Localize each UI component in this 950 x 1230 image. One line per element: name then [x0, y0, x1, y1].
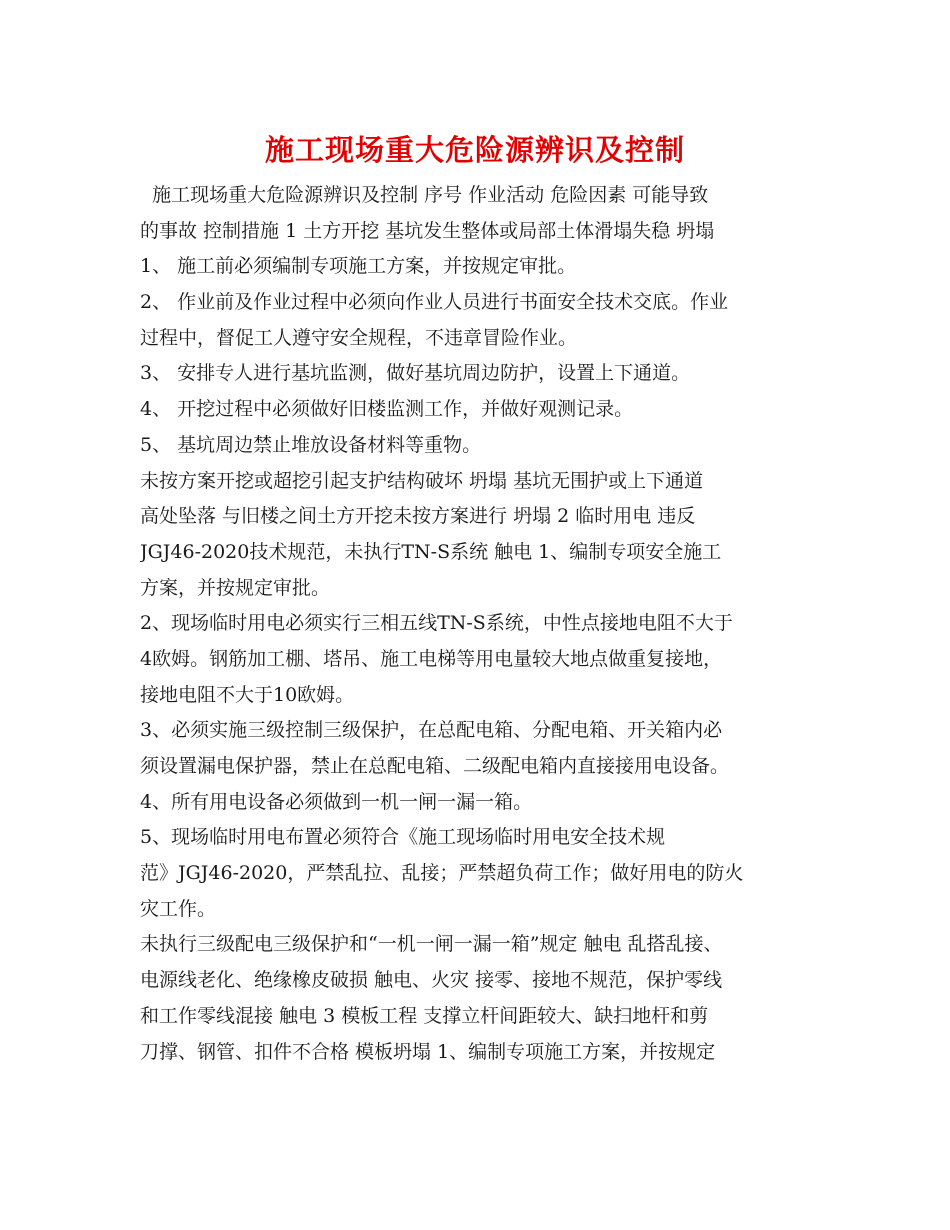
text-line: 未执行三级配电三级保护和“一机一闸一漏一箱”规定 触电 乱搭乱接、: [140, 933, 723, 956]
text-line: 电源线老化、绝缘橡皮破损 触电、火灾 接零、接地不规范，保护零线: [140, 969, 723, 992]
text-line: 方案，并按规定审批。: [140, 576, 331, 599]
text-line: 2、 作业前及作业过程中必须向作业人员进行书面安全技术交底。作业: [140, 291, 729, 314]
text-line: 范》JGJ46-2020，严禁乱拉、乱接；严禁超负荷工作；做好用电的防火: [140, 862, 744, 885]
text-line: JGJ46-2020技术规范，未执行TN-S系统 触电 1、编制专项安全施工: [140, 540, 722, 563]
text-line: 4、 开挖过程中必须做好旧楼监测工作，并做好观测记录。: [140, 398, 634, 421]
text-line: 未按方案开挖或超挖引起支护结构破坏 坍塌 基坑无围护或上下通道: [140, 469, 704, 492]
text-line: 和工作零线混接 触电 3 模板工程 支撑立杆间距较大、缺扫地杆和剪: [140, 1004, 709, 1027]
text-line: 1、 施工前必须编制专项施工方案，并按规定审批。: [140, 255, 577, 278]
document-body: [140, 178, 830, 1070]
text-line: 接地电阻不大于10欧姆。: [140, 683, 355, 706]
text-line: 过程中，督促工人遵守安全规程，不违章冒险作业。: [140, 326, 578, 349]
text-line: 5、现场临时用电布置必须符合《施工现场临时用电安全技术规: [140, 826, 666, 849]
text-line: 3、必须实施三级控制三级保护，在总配电箱、分配电箱、开关箱内必: [140, 719, 723, 742]
text-line: 4、所有用电设备必须做到一机一闸一漏一箱。: [140, 790, 533, 813]
text-line: 须设置漏电保护器，禁止在总配电箱、二级配电箱内直接接用电设备。: [140, 755, 730, 777]
text-line: 的事故 控制措施 1 土方开挖 基坑发生整体或局部土体滑塌失稳 坍塌: [140, 219, 715, 242]
text-line: 施工现场重大危险源辨识及控制 序号 作业活动 危险因素 可能导致: [140, 184, 709, 206]
text-line: 灾工作。: [140, 897, 217, 920]
document-title: 施工现场重大危险源辨识及控制: [264, 133, 685, 167]
text-line: 刀撑、钢管、扣件不合格 模板坍塌 1、编制专项施工方案，并按规定: [140, 1040, 716, 1063]
text-line: 3、 安排专人进行基坑监测，做好基坑周边防护，设置上下通道。: [140, 362, 691, 385]
text-line: 5、 基坑周边禁止堆放设备材料等重物。: [140, 433, 482, 456]
text-line: 4欧姆。钢筋加工棚、塔吊、施工电梯等用电量较大地点做重复接地，: [140, 647, 723, 670]
text-line: 2、现场临时用电必须实行三相五线TN-S系统，中性点接地电阻不大于: [140, 612, 733, 635]
text-line: 高处坠落 与旧楼之间土方开挖未按方案进行 坍塌 2 临时用电 违反: [140, 505, 696, 528]
